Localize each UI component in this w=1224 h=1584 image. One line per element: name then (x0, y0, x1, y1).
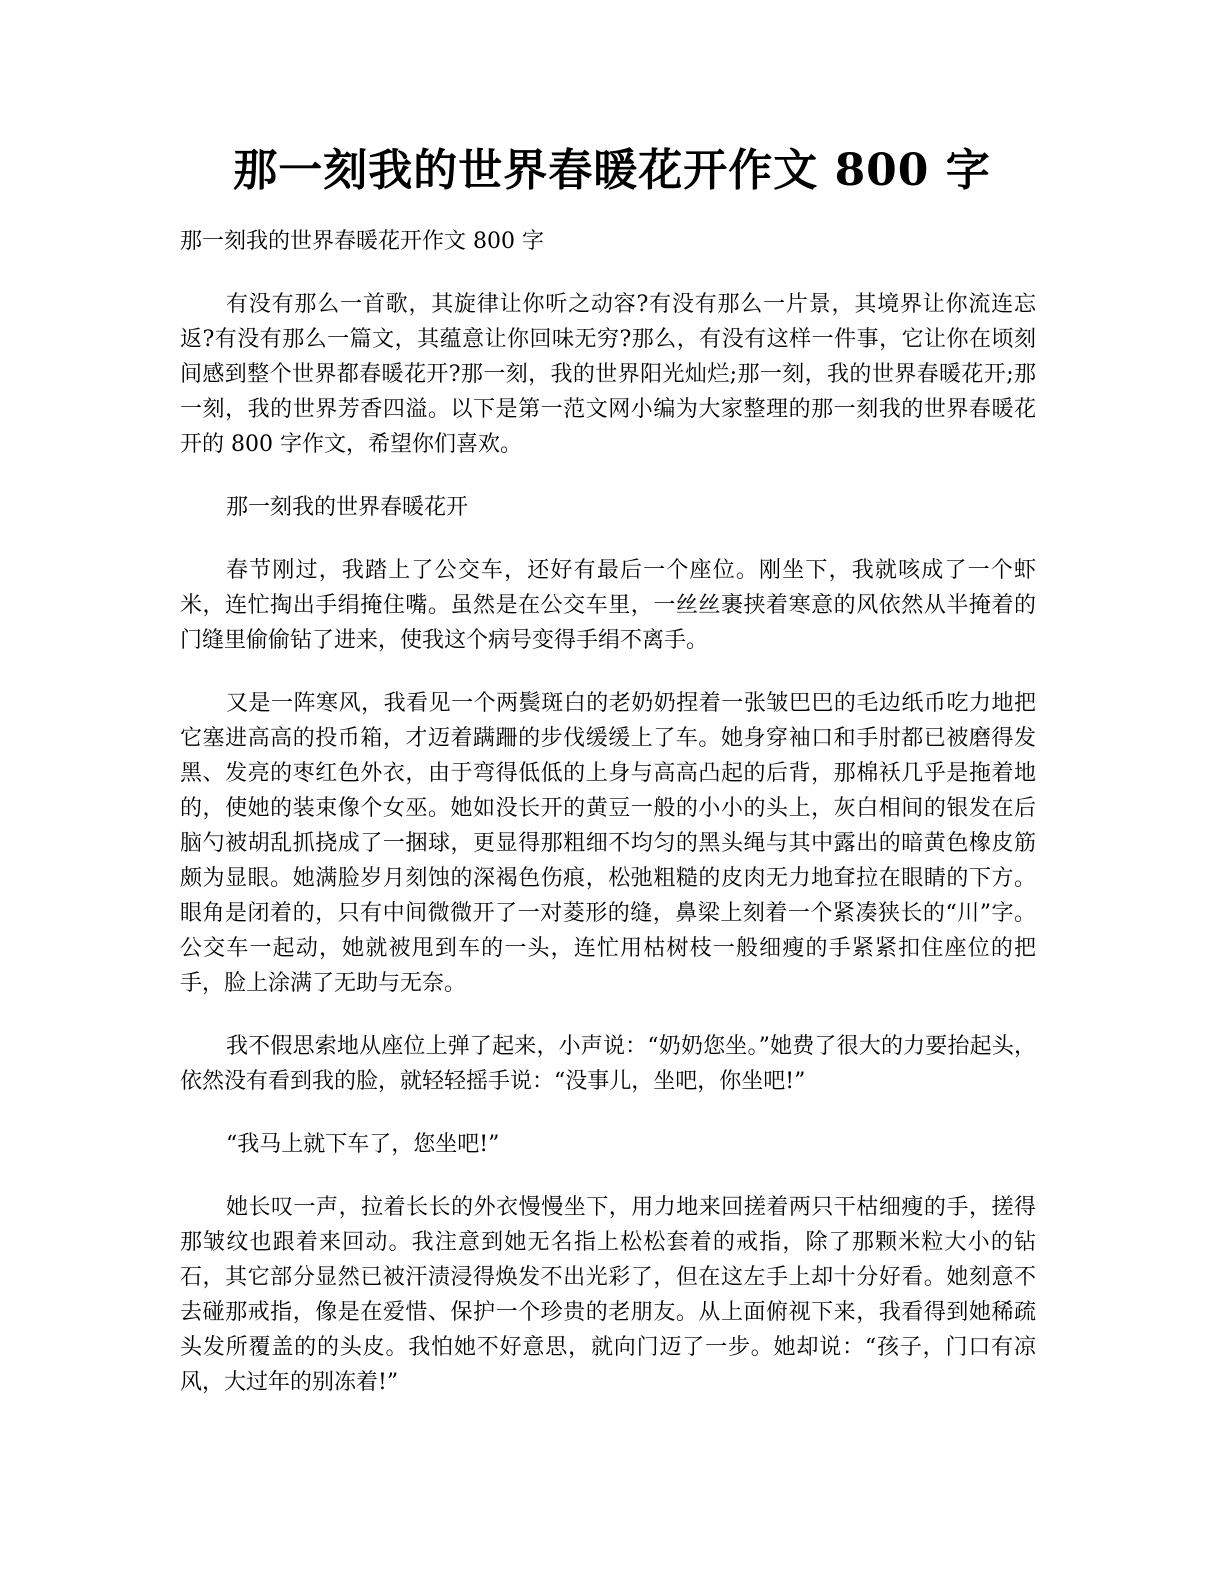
document-body (180, 224, 1036, 1428)
paragraph: 我不假思索地从座位上弹了起来，小声说：“奶奶您坐。”她费了很大的力要抬起头，依然没有看到我的脸，就轻轻摇手说：“没事儿，坐吧，你坐吧!” (180, 1034, 1036, 1094)
document-subtitle: 那一刻我的世界春暖花开作文 800 字 (180, 229, 544, 254)
paragraph: 春节刚过，我踏上了公交车，还好有最后一个座位。刚坐下，我就咳成了一个虾米，连忙掏出手绢掩住嘴。虽然是在公交车里，一丝丝裹挟着寒意的风依然从半掩着的门缝里偷偷钻了进来，使我这个病号变得手绢不离手。 (180, 558, 1036, 653)
paragraph: “我马上就下车了，您坐吧!” (226, 1132, 500, 1157)
paragraph-intro: 有没有那么一首歌，其旋律让你听之动容?有没有那么一片景，其境界让你流连忘返?有没有那么一篇文，其蕴意让你回味无穷?那么，有没有这样一件事，它让你在顷刻间感到整个世界都春暖花开?那一刻，我的世界阳光灿烂;那一刻，我的世界春暖花开;那一刻，我的世界芳香四溢。以下是第一范文网小编为大家整理的那一刻我的世界春暖花开的 800 字作文，希望你们喜欢。 (180, 292, 1036, 457)
document-title: 那一刻我的世界春暖花开作文 800 字 (233, 145, 991, 196)
paragraph: 又是一阵寒风，我看见一个两鬓斑白的老奶奶捏着一张皱巴巴的毛边纸币吃力地把它塞进高高的投币箱，才迈着蹒跚的步伐缓缓上了车。她身穿袖口和手肘都已被磨得发黑、发亮的枣红色外衣，由于弯得低低的上身与高高凸起的后背，那棉袄几乎是拖着地的，使她的装束像个女巫。她如没长开的黄豆一般的小小的头上，灰白相间的银发在后脑勺被胡乱抓挠成了一捆球，更显得那粗细不均匀的黑头绳与其中露出的暗黄色橡皮筋颇为显眼。她满脸岁月刻蚀的深褐色伤痕，松弛粗糙的皮肉无力地耷拉在眼睛的下方。眼角是闭着的，只有中间微微开了一对菱形的缝，鼻梁上刻着一个紧凑狭长的“川”字。公交车一起动，她就被甩到车的一头，连忙用枯树枝一般细瘦的手紧紧扣住座位的把手，脸上涂满了无助与无奈。 (180, 691, 1036, 996)
paragraph-heading: 那一刻我的世界春暖花开 (226, 495, 469, 520)
paragraph: 她长叹一声，拉着长长的外衣慢慢坐下，用力地来回搓着两只干枯细瘦的手，搓得那皱纹也跟着来回动。我注意到她无名指上松松套着的戒指，除了那颗米粒大小的钻石，其它部分显然已被汗渍浸得焕发不出光彩了，但在这左手上却十分好看。她刻意不去碰那戒指，像是在爱惜、保护一个珍贵的老朋友。从上面俯视下来，我看得到她稀疏头发所覆盖的的头皮。我怕她不好意思，就向门迈了一步。她却说：“孩子，门口有凉风，大过年的别冻着!” (180, 1195, 1036, 1395)
